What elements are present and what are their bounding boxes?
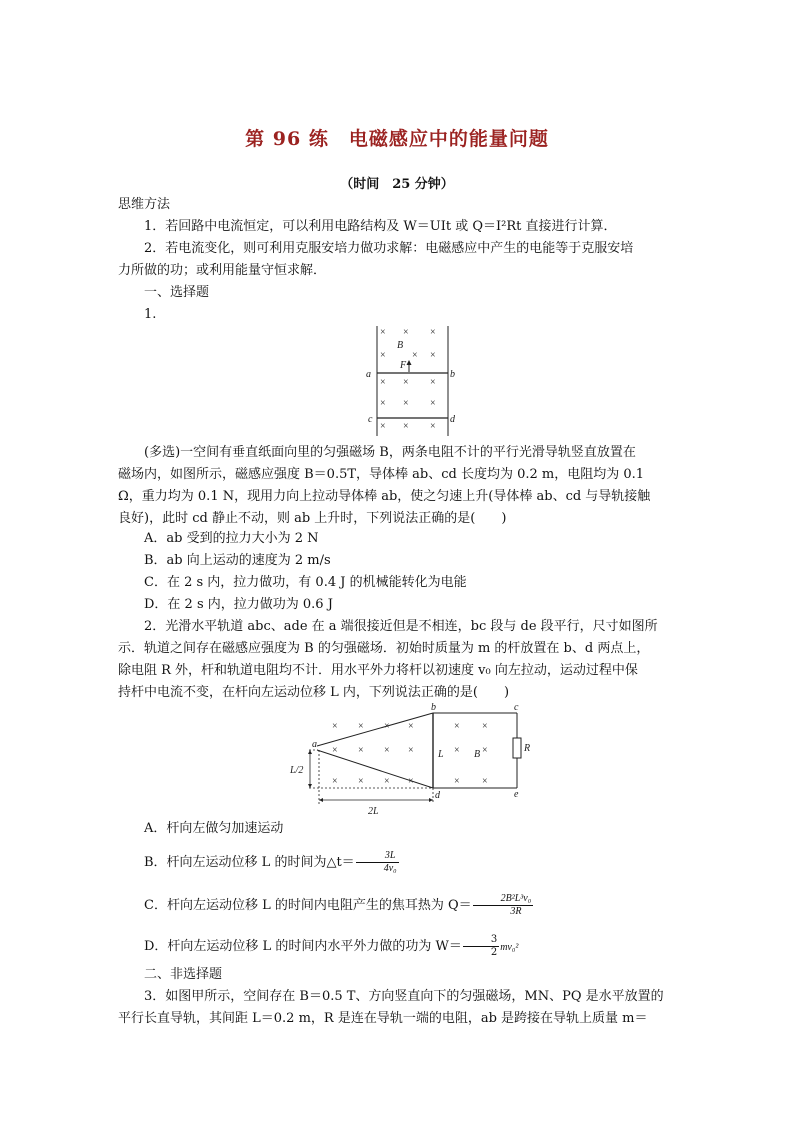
question-1-option-b: B．ab 向上运动的速度为 2 m/s — [144, 553, 331, 568]
field-cross: × — [358, 776, 364, 787]
field-cross: × — [408, 721, 414, 732]
fraction-numerator: 3L — [356, 850, 399, 863]
field-cross: × — [482, 776, 488, 787]
field-cross: × — [430, 350, 436, 361]
time-limit: （时间 25 分钟） — [340, 177, 454, 192]
field-cross: × — [430, 327, 436, 338]
field-cross: × — [482, 745, 488, 756]
field-cross: × — [384, 721, 390, 732]
field-cross: × — [332, 721, 338, 732]
field-cross: × — [380, 377, 386, 388]
question-1-figure — [360, 322, 470, 440]
question-1-line-3: Ω，重力均为 0.1 N，现用力向上拉动导体棒 ab，使之匀速上升(导体棒 ab、cd 与导轨接触 — [118, 489, 651, 504]
question-2-line-4: 持杆中电流不变，在杆向左运动位移 L 内，下列说法正确的是( ) — [118, 685, 510, 700]
field-cross: × — [384, 776, 390, 787]
page-title: 第 96 练 电磁感应中的能量问题 — [245, 128, 549, 150]
field-cross: × — [454, 721, 460, 732]
field-cross: × — [430, 377, 436, 388]
field-cross: × — [412, 350, 418, 361]
label-d: d — [435, 790, 440, 801]
field-cross: × — [482, 721, 488, 732]
question-1-option-c: C．在 2 s 内，拉力做功，有 0.4 J 的机械能转化为电能 — [144, 575, 467, 590]
label-a: a — [312, 739, 317, 750]
field-cross: × — [454, 745, 460, 756]
question-2-line-1: 2．光滑水平轨道 abc、ade 在 a 端很接近但是不相连，bc 段与 de 段平行，尺寸如图所 — [144, 619, 658, 634]
label-c: c — [514, 702, 519, 713]
label-e: e — [514, 789, 519, 800]
question-2-option-d — [118, 934, 678, 959]
label-R: R — [524, 743, 531, 754]
field-cross: × — [403, 398, 409, 409]
label-d: d — [450, 414, 455, 425]
method-point-1: 1．若回路中电流恒定，可以利用电路结构及 W＝UIt 或 Q＝I²Rt 直接进行计算． — [144, 219, 617, 234]
section-choice-heading: 一、选择题 — [144, 285, 210, 300]
field-cross: × — [358, 721, 364, 732]
field-cross: × — [384, 745, 390, 756]
question-2-option-c — [118, 893, 678, 918]
question-3-line-2: 平行长直导轨，其间距 L＝0.2 m，R 是连在导轨一端的电阻，ab 是跨接在导轨上质量 m＝ — [118, 1011, 648, 1026]
question-2-line-3: 除电阻 R 外，杆和轨道电阻均不计．用水平外力将杆以初速度 v₀ 向左拉动，运动过程中保 — [118, 663, 638, 678]
question-1-number: 1. — [144, 307, 157, 322]
force-arrow-head — [407, 360, 412, 365]
option-d-fraction — [463, 934, 499, 959]
field-cross: × — [380, 327, 386, 338]
label-a: a — [366, 369, 371, 380]
field-cross: × — [332, 745, 338, 756]
label-b: b — [431, 702, 436, 713]
field-cross: × — [403, 421, 409, 432]
fraction-numerator: 3 — [463, 934, 499, 947]
label-F: F — [400, 360, 407, 371]
field-cross: × — [430, 398, 436, 409]
question-2-figure — [284, 700, 540, 818]
label-b: b — [450, 369, 455, 380]
question-1-line-4: 良好)，此时 cd 静止不动，则 ab 上升时，下列说法正确的是( ) — [118, 511, 507, 526]
field-cross: × — [454, 776, 460, 787]
fraction-denominator: 3R — [510, 906, 522, 917]
question-2-option-a: A．杆向左做匀加速运动 — [144, 821, 284, 836]
field-cross: × — [408, 745, 414, 756]
fraction-numerator: 2B²L³v₀ — [473, 893, 534, 906]
label-B: B — [474, 749, 481, 760]
option-b-text: B．杆向左运动位移 L 的时间为△t＝ — [144, 855, 355, 870]
field-cross: × — [403, 377, 409, 388]
field-cross: × — [380, 350, 386, 361]
fraction-denominator: 4v₀ — [383, 863, 397, 874]
option-d-text: D．杆向左运动位移 L 的时间内水平外力做的功为 W＝ — [144, 939, 462, 954]
option-d-tail: mv₀² — [500, 942, 519, 953]
option-c-fraction — [473, 893, 534, 918]
resistor-R — [513, 738, 521, 758]
option-b-fraction — [356, 850, 399, 875]
question-1-line-1: (多选)一空间有垂直纸面向里的匀强磁场 B，两条电阻不计的平行光滑导轨竖直放置在 — [144, 445, 636, 460]
section-nonchoice-heading: 二、非选择题 — [144, 967, 223, 982]
method-point-2-line-2: 力所做的功；或利用能量守恒求解． — [118, 263, 327, 278]
field-cross: × — [332, 776, 338, 787]
label-B: B — [397, 340, 404, 351]
question-1-option-d: D．在 2 s 内，拉力做功为 0.6 J — [144, 597, 333, 612]
label-2L: 2L — [368, 806, 379, 817]
question-1-option-a: A．ab 受到的拉力大小为 2 N — [144, 531, 319, 546]
field-cross: × — [430, 421, 436, 432]
question-1-line-2: 磁场内，如图所示，磁感应强度 B＝0.5T，导体棒 ab、cd 长度均为 0.2 m，电阻均为 0.1 — [118, 467, 645, 482]
question-2-line-2: 示．轨道之间存在磁感应强度为 B 的匀强磁场．初始时质量为 m 的杆放置在 b、d 两点上， — [118, 641, 650, 656]
field-cross: × — [380, 398, 386, 409]
method-point-2-line-1: 2．若电流变化，则可利用克服安培力做功求解：电磁感应中产生的电能等于克服安培 — [144, 241, 634, 256]
method-heading: 思维方法 — [118, 197, 171, 212]
field-cross: × — [403, 327, 409, 338]
label-half-L: L/2 — [290, 765, 304, 776]
question-3-line-1: 3．如图甲所示，空间存在 B＝0.5 T、方向竖直向下的匀强磁场，MN、PQ 是水平放置的 — [144, 989, 664, 1004]
field-cross: × — [380, 421, 386, 432]
fraction-denominator: 2 — [490, 947, 498, 958]
label-L: L — [438, 749, 444, 760]
option-c-text: C．杆向左运动位移 L 的时间内电阻产生的焦耳热为 Q＝ — [144, 898, 472, 913]
question-2-option-b — [118, 850, 678, 875]
field-cross: × — [358, 745, 364, 756]
label-c: c — [368, 414, 373, 425]
field-cross: × — [408, 776, 414, 787]
